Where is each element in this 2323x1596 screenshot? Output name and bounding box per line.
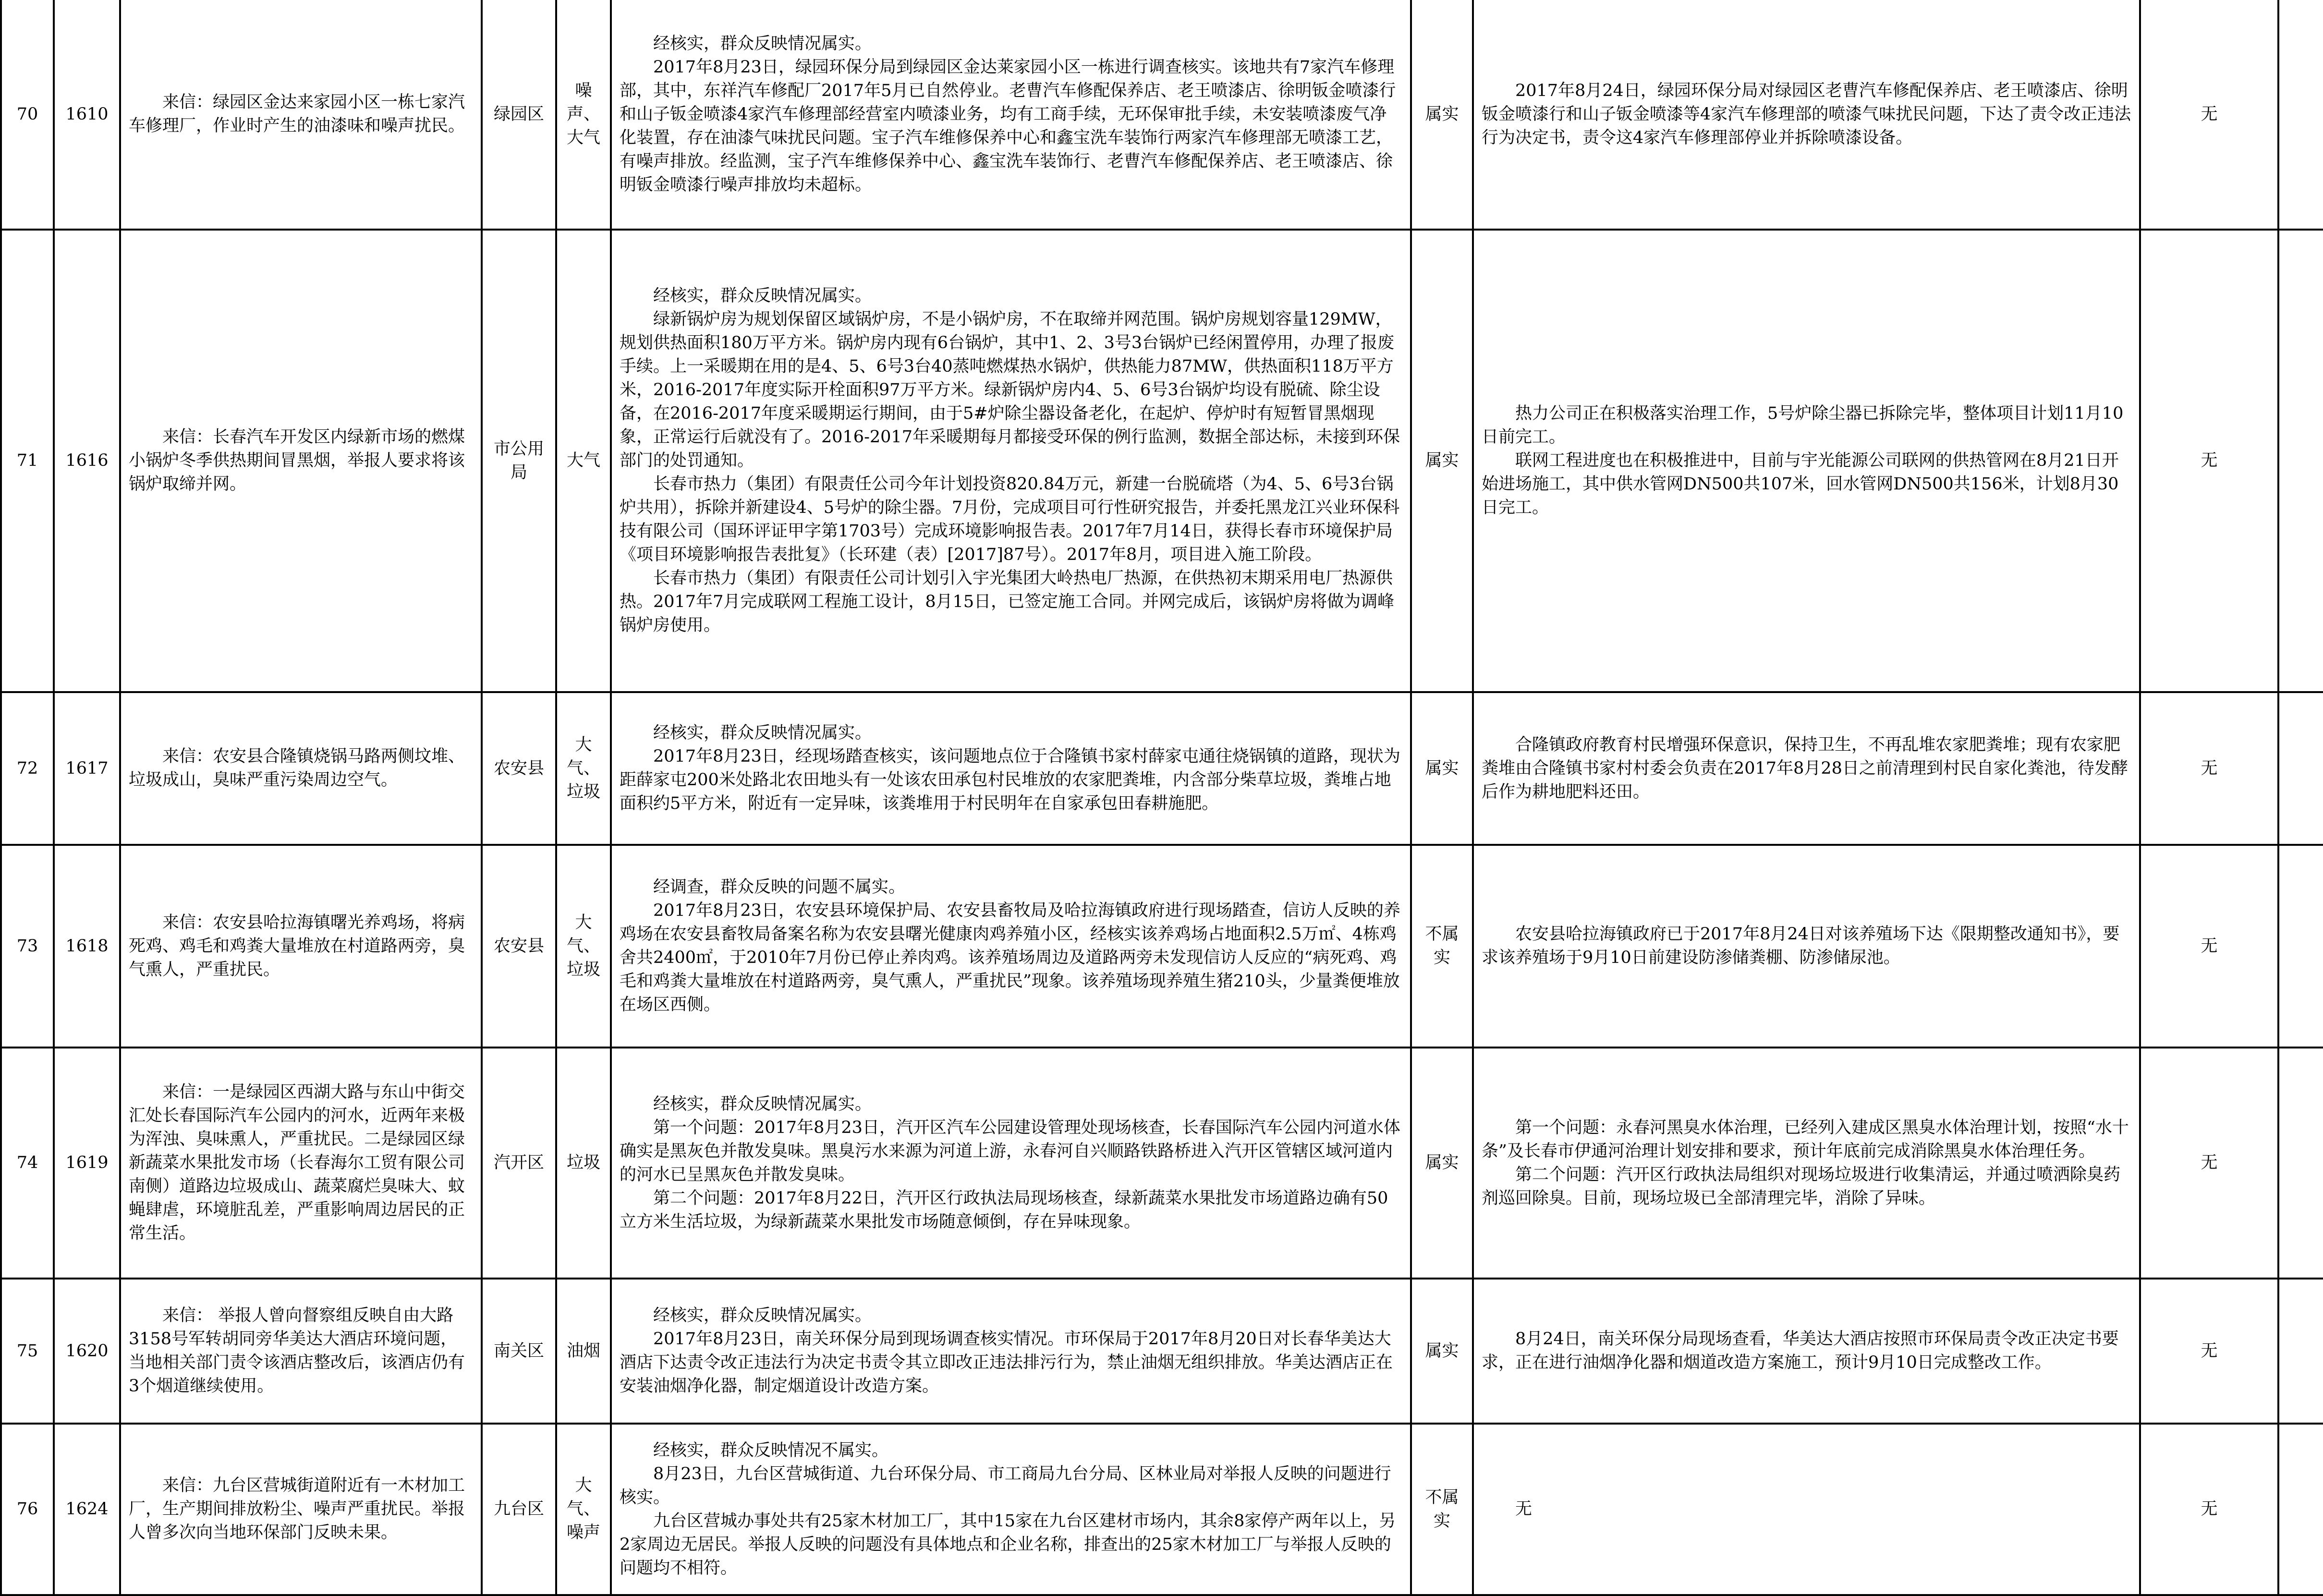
district	[482, 1279, 556, 1424]
complaint-description-text: 来信：九台区营城街道附近有一木材加工厂，生产期间排放粉尘、噪声严重扰民。举报人曾多次向当地环保部门反映未果。	[129, 1476, 465, 1542]
pollution-type-text: 大气、垃圾	[566, 735, 600, 802]
verification-details-paragraph: 九台区营城办事处共有25家木材加工厂，其中15家在九台区建材市场内，其余8家停产两年以上，另2家周边无居民。举报人反映的问题没有具体地点和企业名称，排查出的25家木材加工厂与举报人反映的问题均不相符。	[620, 1511, 1396, 1578]
district-text: 南关区	[493, 1341, 544, 1361]
pollution-type	[556, 1279, 611, 1424]
row-number	[1, 1279, 54, 1424]
verification-verdict-text: 属实	[1425, 758, 1459, 778]
complaint-id	[54, 0, 120, 230]
complaint-id-text: 1610	[65, 104, 109, 124]
row-number-text: 72	[16, 758, 38, 778]
handling-result	[1473, 692, 2140, 845]
row-number	[1, 845, 54, 1048]
complaint-id	[54, 1048, 120, 1279]
complaint-description-text: 来信：绿园区金达来家园小区一栋七家汽车修理厂，作业时产生的油漆味和噪声扰民。	[129, 93, 465, 135]
pollution-type-text: 噪声、大气	[566, 81, 600, 147]
handling-result-paragraph: 8月24日，南关环保分局现场查看，华美达大酒店按照市环保局责令改正决定书要求，正在进行油烟净化器和烟道改造方案施工，预计9月10日完成整改工作。	[1482, 1329, 2119, 1372]
complaint-description	[120, 1279, 482, 1424]
verification-details-paragraph: 经调查，群众反映的问题不属实。	[653, 877, 906, 897]
handling-result	[1473, 1424, 2140, 1595]
handling-result-paragraph: 第二个问题：汽开区行政执法局组织对现场垃圾进行收集清运，并通过喷洒除臭药剂巡回除臭。目前，现场垃圾已全部清理完毕，消除了异味。	[1482, 1165, 2121, 1208]
verification-details	[611, 1279, 1411, 1424]
verification-verdict-text: 属实	[1425, 1341, 1459, 1361]
accountability-status	[2140, 230, 2278, 692]
blank-cell	[2278, 230, 2323, 692]
verification-details-paragraph: 经核实，群众反映情况属实。	[653, 1306, 872, 1325]
verification-details-paragraph: 经核实，群众反映情况不属实。	[653, 1440, 889, 1460]
accountability-status-text: 无	[2201, 1341, 2218, 1361]
complaint-id-text: 1624	[65, 1499, 109, 1519]
verification-details	[611, 692, 1411, 845]
row-number	[1, 1048, 54, 1279]
verification-details	[611, 230, 1411, 692]
complaint-description-text: 来信： 举报人曾向督察组反映自由大路3158号军转胡同旁华美达大酒店环境问题，当地相关部门责令该酒店整改后，该酒店仍有3个烟道继续使用。	[129, 1306, 465, 1396]
complaint-id-text: 1619	[65, 1153, 109, 1172]
row-number-text: 74	[16, 1153, 38, 1172]
district-text: 绿园区	[493, 104, 544, 124]
handling-result	[1473, 230, 2140, 692]
verification-verdict-text: 属实	[1425, 451, 1459, 470]
blank-cell	[2278, 692, 2323, 845]
complaint-id-text: 1617	[65, 758, 109, 778]
verification-verdict	[1411, 1048, 1473, 1279]
verification-details-paragraph: 2017年8月23日，南关环保分局到现场调查核实情况。市环保局于2017年8月20日对长春华美达大酒店下达责令改正违法行为决定书责令其立即改正违法排污行为，禁止油烟无组织排放。华美达酒店正在安装油烟净化器，制定烟道设计改造方案。	[620, 1329, 1393, 1396]
verification-details-paragraph: 2017年8月23日，农安县环境保护局、农安县畜牧局及哈拉海镇政府进行现场踏查，信访人反映的养鸡场在农安县畜牧局备案名称为农安县曙光健康肉鸡养殖小区，经核实该养鸡场占地面积2.5万㎡、4栋鸡舍共2400㎡，于2010年7月份已停止养肉鸡。该养殖场周边及道路两旁未发现信访人反应的“病死鸡、鸡毛和鸡粪大量堆放在村道路两旁，臭气熏人，严重扰民”现象。该养殖场现养殖生猪210头，少量粪便堆放在场区西侧。	[620, 901, 1400, 1014]
pollution-type	[556, 230, 611, 692]
accountability-status-text: 无	[2201, 936, 2218, 956]
verification-details	[611, 1048, 1411, 1279]
verification-verdict-text: 属实	[1425, 1153, 1459, 1172]
accountability-status	[2140, 1048, 2278, 1279]
accountability-status	[2140, 1279, 2278, 1424]
verification-details-paragraph: 经核实，群众反映情况属实。	[653, 34, 872, 53]
accountability-status	[2140, 1424, 2278, 1595]
pollution-type	[556, 1048, 611, 1279]
complaint-description-text: 来信：农安县合隆镇烧锅马路两侧坟堆、垃圾成山，臭味严重污染周边空气。	[129, 747, 465, 790]
handling-result	[1473, 0, 2140, 230]
blank-cell	[2278, 1424, 2323, 1595]
verification-details-paragraph: 2017年8月23日，经现场踏查核实，该问题地点位于合隆镇书家村薛家屯通往烧锅镇的道路，现状为距薛家屯200米处路北农田地头有一处该农田承包村民堆放的农家肥粪堆，内含部分柴草垃圾，粪堆占地面积约5平方米，附近有一定异味，该粪堆用于村民明年在自家承包田春耕施肥。	[620, 747, 1400, 813]
verification-details-paragraph: 经核实，群众反映情况属实。	[653, 1094, 872, 1114]
verification-details-paragraph: 第一个问题：2017年8月23日，汽开区汽车公园建设管理处现场核查，长春国际汽车公园内河道水体确实是黑灰色并散发臭味。黑臭污水来源为河道上游，永春河自兴顺路铁路桥进入汽开区管辖区域河道内的河水已呈黑灰色并散发臭味。	[620, 1118, 1400, 1184]
accountability-status-text: 无	[2201, 1153, 2218, 1172]
verification-verdict-text: 不属实	[1425, 1487, 1459, 1531]
pollution-type-text: 油烟	[566, 1341, 600, 1361]
verification-details-paragraph: 2017年8月23日，绿园环保分局到绿园区金达莱家园小区一栋进行调查核实。该地共有7家汽车修理部，其中，东祥汽车修配厂2017年5月已自然停业。老曹汽车修配保养店、老王喷漆店、徐明钣金喷漆行和山子钣金喷漆4家汽车修理部经营室内喷漆业务，均有工商手续，无环保审批手续，未安装喷漆废气净化装置，存在油漆气味扰民问题。宝子汽车维修保养中心和鑫宝洗车装饰行两家汽车修理部无喷漆工艺，有噪声排放。经监测，宝子汽车维修保养中心、鑫宝洗车装饰行、老曹汽车修配保养店、老王喷漆店、徐明钣金喷漆行噪声排放均未超标。	[620, 57, 1396, 195]
complaint-id	[54, 845, 120, 1048]
pollution-type-text: 大气、垃圾	[566, 913, 600, 979]
complaint-description	[120, 230, 482, 692]
pollution-type	[556, 1424, 611, 1595]
row-number-text: 75	[16, 1341, 38, 1361]
verification-details	[611, 845, 1411, 1048]
verification-verdict-text: 属实	[1425, 104, 1459, 124]
complaint-id	[54, 230, 120, 692]
verification-verdict	[1411, 692, 1473, 845]
complaint-id	[54, 692, 120, 845]
row-number-text: 76	[16, 1499, 38, 1519]
complaint-description	[120, 845, 482, 1048]
accountability-status-text: 无	[2201, 758, 2218, 778]
verification-details	[611, 1424, 1411, 1595]
district-text: 农安县	[493, 936, 544, 956]
complaint-id-text: 1620	[65, 1341, 109, 1361]
district-text: 农安县	[493, 758, 544, 778]
blank-cell	[2278, 845, 2323, 1048]
verification-verdict	[1411, 845, 1473, 1048]
district-text: 九台区	[493, 1499, 544, 1519]
table-row	[1, 230, 2323, 692]
district-text: 市公用局	[493, 439, 544, 482]
blank-cell	[2278, 1048, 2323, 1279]
handling-result-paragraph: 2017年8月24日，绿园环保分局对绿园区老曹汽车修配保养店、老王喷漆店、徐明钣金喷漆行和山子钣金喷漆等4家汽车修理部的喷漆气味扰民问题，下达了责令改正违法行为决定书，责令这4家汽车修理部停业并拆除喷漆设备。	[1482, 81, 2131, 147]
complaint-description	[120, 1424, 482, 1595]
complaint-description-text: 来信：一是绿园区西湖大路与东山中街交汇处长春国际汽车公园内的河水，近两年来极为浑浊、臭味熏人，严重扰民。二是绿园区绿新蔬菜水果批发市场（长春海尔工贸有限公司南侧）道路边垃圾成山、蔬菜腐烂臭味大、蚊蝇肆虐，环境脏乱差，严重影响周边居民的正常生活。	[129, 1083, 465, 1243]
complaint-description-text: 来信：长春汽车开发区内绿新市场的燃煤小锅炉冬季供热期间冒黑烟，举报人要求将该锅炉取缔并网。	[129, 427, 465, 494]
row-number-text: 71	[16, 451, 38, 470]
verification-verdict-text: 不属实	[1425, 925, 1459, 967]
table-row	[1, 0, 2323, 230]
verification-details-paragraph: 8月23日，九台区营城街道、九台环保分局、市工商局九台分局、区林业局对举报人反映的问题进行核实。	[620, 1464, 1391, 1507]
complaint-id	[54, 1424, 120, 1595]
handling-result-paragraph: 热力公司正在积极落实治理工作，5号炉除尘器已拆除完毕，整体项目计划11月10日前完工。	[1482, 404, 2124, 447]
accountability-status-text: 无	[2201, 1499, 2218, 1519]
verification-details-paragraph: 长春市热力（集团）有限责任公司今年计划投资820.84万元，新建一台脱硫塔（为4、5、6号3台锅炉共用），拆除并新建设4、5号炉的除尘器。7月份，完成项目可行性研究报告，并委托黑龙江兴业环保科技有限公司（国环评证甲字第1703号）完成环境影响报告表。2017年7月14日，获得长春市环境保护局《项目环境影响报告表批复》（长环建（表）[2017]87号）。2017年8月，项目进入施工阶段。	[620, 475, 1400, 564]
complaint-description	[120, 0, 482, 230]
table-body	[1, 0, 2323, 1595]
pollution-type-text: 大气	[566, 451, 600, 470]
district	[482, 1048, 556, 1279]
row-number-text: 73	[16, 936, 38, 956]
table-row	[1, 1424, 2323, 1595]
accountability-status-text: 无	[2201, 104, 2218, 124]
handling-result-paragraph: 第一个问题：永春河黑臭水体治理，已经列入建成区黑臭水体治理计划，按照“水十条”及长春市伊通河治理计划安排和要求，预计年底前完成消除黑臭水体治理任务。	[1482, 1118, 2129, 1161]
district	[482, 0, 556, 230]
pollution-type	[556, 692, 611, 845]
district	[482, 845, 556, 1048]
pollution-type-text: 垃圾	[566, 1153, 600, 1172]
accountability-status	[2140, 845, 2278, 1048]
pollution-type	[556, 0, 611, 230]
complaint-id-text: 1618	[65, 936, 109, 956]
handling-result-paragraph: 合隆镇政府教育村民增强环保意识，保持卫生，不再乱堆农家肥粪堆；现有农家肥粪堆由合隆镇书家村村委会负责在2017年8月28日之前清理到村民自家化粪池，待发酵后作为耕地肥料还田。	[1482, 735, 2128, 802]
table-row	[1, 1279, 2323, 1424]
verification-verdict	[1411, 230, 1473, 692]
verification-details-paragraph: 第二个问题：2017年8月22日，汽开区行政执法局现场核查，绿新蔬菜水果批发市场道路边确有50立方米生活垃圾，为绿新蔬菜水果批发市场随意倾倒，存在异味现象。	[620, 1188, 1388, 1231]
verification-verdict	[1411, 0, 1473, 230]
blank-cell	[2278, 0, 2323, 230]
row-number	[1, 230, 54, 692]
accountability-status	[2140, 0, 2278, 230]
row-number-text: 70	[16, 104, 38, 124]
accountability-status-text: 无	[2201, 451, 2218, 470]
district	[482, 1424, 556, 1595]
table-row	[1, 692, 2323, 845]
handling-result	[1473, 845, 2140, 1048]
verification-verdict	[1411, 1279, 1473, 1424]
pollution-type-text: 大气、噪声	[566, 1476, 600, 1542]
complaint-description	[120, 692, 482, 845]
district-text: 汽开区	[493, 1153, 544, 1172]
row-number	[1, 0, 54, 230]
verification-details-paragraph: 长春市热力（集团）有限责任公司计划引入宇光集团大岭热电厂热源，在供热初末期采用电厂热源供热。2017年7月完成联网工程施工设计，8月15日，已签定施工合同。并网完成后，该锅炉房将做为调峰锅炉房使用。	[620, 569, 1395, 635]
district	[482, 230, 556, 692]
handling-result	[1473, 1048, 2140, 1279]
complaint-description	[120, 1048, 482, 1279]
handling-result-paragraph: 无	[1515, 1499, 1532, 1519]
handling-result-paragraph: 联网工程进度也在积极推进中，目前与宇光能源公司联网的供热管网在8月21日开始进场施工，其中供水管网DN500共107米，回水管网DN500共156米，计划8月30日完工。	[1482, 451, 2119, 517]
verification-details-paragraph: 经核实，群众反映情况属实。	[653, 723, 872, 743]
verification-details-paragraph: 经核实，群众反映情况属实。	[653, 286, 872, 305]
complaint-description-text: 来信：农安县哈拉海镇曙光养鸡场，将病死鸡、鸡毛和鸡粪大量堆放在村道路两旁，臭气熏人，严重扰民。	[129, 913, 465, 979]
verification-details-paragraph: 绿新锅炉房为规划保留区域锅炉房，不是小锅炉房，不在取缔并网范围。锅炉房规划容量129MW，规划供热面积180万平方米。锅炉房内现有6台锅炉，其中1、2、3号3台锅炉已经闲置停用，办理了报废手续。上一采暖期在用的是4、5、6号3台40蒸吨燃煤热水锅炉，供热能力87MW，供热面积118万平方米，2016-2017年度实际开栓面积97万平方米。绿新锅炉房内4、5、6号3台锅炉均设有脱硫、除尘设备，在2016-2017年度采暖期运行期间，由于5#炉除尘器设备老化，在起炉、停炉时有短暂冒黑烟现象，正常运行后就没有了。2016-2017年采暖期每月都接受环保的例行监测，数据全部达标，未接到环保部门的处罚通知。	[620, 310, 1400, 470]
blank-cell	[2278, 1279, 2323, 1424]
verification-details	[611, 0, 1411, 230]
row-number	[1, 1424, 54, 1595]
accountability-status	[2140, 692, 2278, 845]
pollution-type	[556, 845, 611, 1048]
handling-result	[1473, 1279, 2140, 1424]
handling-result-paragraph: 农安县哈拉海镇政府已于2017年8月24日对该养殖场下达《限期整改通知书》，要求该养殖场于9月10日前建设防渗储粪棚、防渗储尿池。	[1482, 925, 2120, 967]
table-row	[1, 1048, 2323, 1279]
table-row	[1, 845, 2323, 1048]
verification-verdict	[1411, 1424, 1473, 1595]
row-number	[1, 692, 54, 845]
complaint-id	[54, 1279, 120, 1424]
complaint-id-text: 1616	[65, 451, 109, 470]
district	[482, 692, 556, 845]
